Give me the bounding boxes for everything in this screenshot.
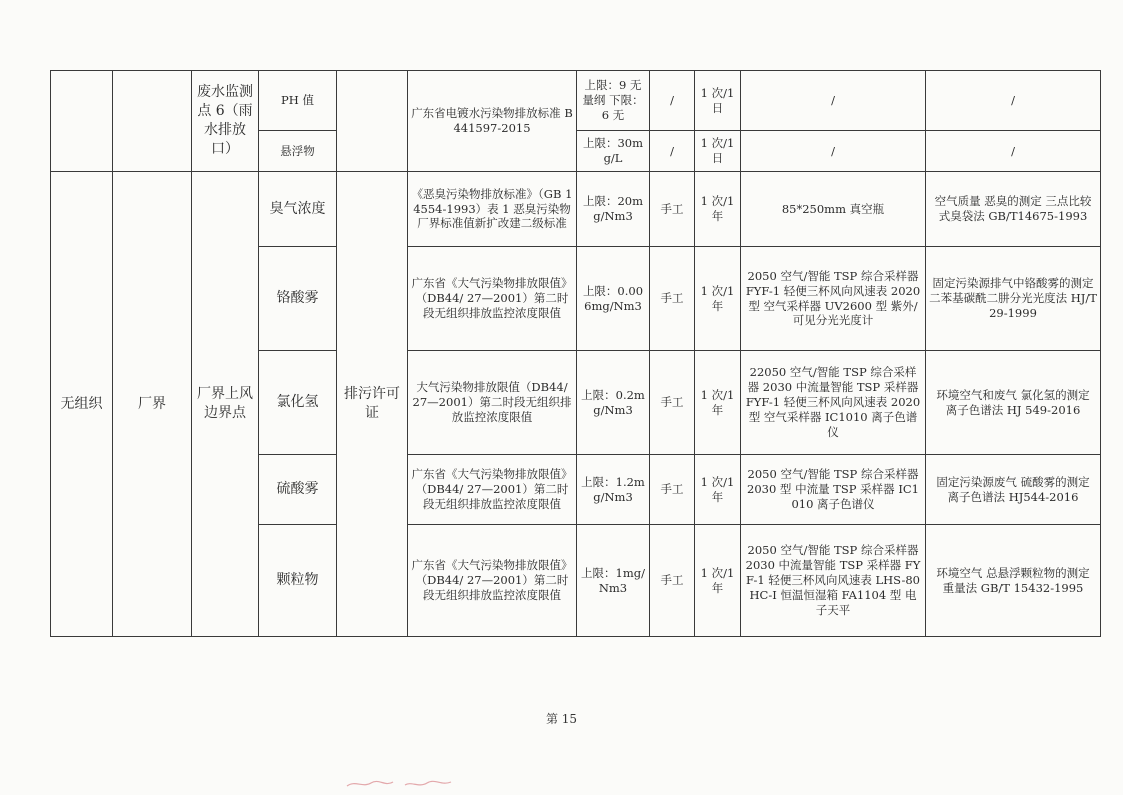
analysis-cell: 环境空气和废气 氯化氢的测定 离子色谱法 HJ 549-2016 (926, 351, 1101, 455)
analysis-cell: / (926, 71, 1101, 131)
limit-cell: 上限：0.006mg/Nm3 (577, 247, 650, 351)
frequency-cell: 1 次/1 年 (695, 172, 741, 247)
equipment-cell: 2050 空气/智能 TSP 综合采样器 2030 型 中流量 TSP 采样器 IC1010 离子色谱仪 (741, 455, 926, 525)
equipment-cell: 85*250mm 真空瓶 (741, 172, 926, 247)
limit-cell: 上限：0.2mg/Nm3 (577, 351, 650, 455)
equipment-cell: 2050 空气/智能 TSP 综合采样器 FYF-1 轻便三杯风向风速表 2020 型 空气采样器 UV2600 型 紫外/可见分光光度计 (741, 247, 926, 351)
item-cell: 铬酸雾 (259, 247, 337, 351)
frequency-cell: 1 次/1 日 (695, 71, 741, 131)
item-cell: 悬浮物 (259, 131, 337, 172)
page-number: 第 15 (545, 712, 578, 726)
frequency-cell: 1 次/1 年 (695, 351, 741, 455)
basis-cell: 排污许可证 (337, 172, 408, 637)
item-cell: 颗粒物 (259, 525, 337, 637)
analysis-cell: 固定污染源废气 硫酸雾的测定 离子色谱法 HJ544-2016 (926, 455, 1101, 525)
standard-cell: 大气污染物排放限值（DB44/ 27—2001）第二时段无组织排放监控浓度限值 (408, 351, 577, 455)
method-cell: 手工 (650, 455, 695, 525)
method-cell: 手工 (650, 247, 695, 351)
analysis-cell: 环境空气 总悬浮颗粒物的测定 重量法 GB/T 15432-1995 (926, 525, 1101, 637)
table-row (51, 172, 1101, 247)
item-cell: 氯化氢 (259, 351, 337, 455)
frequency-cell: 1 次/1 年 (695, 455, 741, 525)
empty-cell (113, 71, 192, 172)
item-cell: 硫酸雾 (259, 455, 337, 525)
method-cell: 手工 (650, 525, 695, 637)
standard-cell: 广东省电镀水污染物排放标准 B441597-2015 (408, 71, 577, 172)
empty-cell (337, 71, 408, 172)
group-point-cell: 厂界上风边界点 (192, 172, 259, 637)
standard-cell: 广东省《大气污染物排放限值》（DB44/ 27—2001）第二时段无组织排放监控浓度限值 (408, 247, 577, 351)
standard-cell: 《恶臭污染物排放标准》（GB 14554-1993）表 1 恶臭污染物厂界标准值新扩改建二级标准 (408, 172, 577, 247)
monitoring-table (50, 70, 1101, 637)
frequency-cell: 1 次/1 年 (695, 247, 741, 351)
group-location-cell: 厂界 (113, 172, 192, 637)
method-cell: / (650, 71, 695, 131)
empty-cell (51, 71, 113, 172)
table-row (51, 71, 1101, 131)
limit-cell: 上限：20mg/Nm3 (577, 172, 650, 247)
limit-cell: 上限：9 无量纲 下限：6 无 (577, 71, 650, 131)
equipment-cell: 22050 空气/智能 TSP 综合采样器 2030 中流量智能 TSP 采样器 FYF-1 轻便三杯风向风速表 2020 型 空气采样器 IC1010 离子色谱仪 (741, 351, 926, 455)
analysis-cell: 固定污染源排气中铬酸雾的测定 二苯基碳酰二肼分光光度法 HJ/T 29-1999 (926, 247, 1101, 351)
method-cell: 手工 (650, 172, 695, 247)
equipment-cell: 2050 空气/智能 TSP 综合采样器 2030 中流量智能 TSP 采样器 FYF-1 轻便三杯风向风速表 LHS-80HC-I 恒温恒湿箱 FA1104 型 电子天平 (741, 525, 926, 637)
item-cell: 臭气浓度 (259, 172, 337, 247)
group-type-cell: 无组织 (51, 172, 113, 637)
point-name-cell: 废水监测点 6（雨水排放口） (192, 71, 259, 172)
analysis-cell: / (926, 131, 1101, 172)
item-cell: PH 值 (259, 71, 337, 131)
limit-cell: 上限：1.2mg/Nm3 (577, 455, 650, 525)
frequency-cell: 1 次/1 年 (695, 525, 741, 637)
analysis-cell: 空气质量 恶臭的测定 三点比较式臭袋法 GB/T14675-1993 (926, 172, 1101, 247)
standard-cell: 广东省《大气污染物排放限值》（DB44/ 27—2001）第二时段无组织排放监控浓度限值 (408, 455, 577, 525)
standard-cell: 广东省《大气污染物排放限值》（DB44/ 27—2001）第二时段无组织排放监控浓度限值 (408, 525, 577, 637)
limit-cell: 上限：30mg/L (577, 131, 650, 172)
equipment-cell: / (741, 131, 926, 172)
stamp-mark (345, 778, 455, 790)
frequency-cell: 1 次/1 日 (695, 131, 741, 172)
equipment-cell: / (741, 71, 926, 131)
method-cell: 手工 (650, 351, 695, 455)
method-cell: / (650, 131, 695, 172)
limit-cell: 上限：1mg/Nm3 (577, 525, 650, 637)
